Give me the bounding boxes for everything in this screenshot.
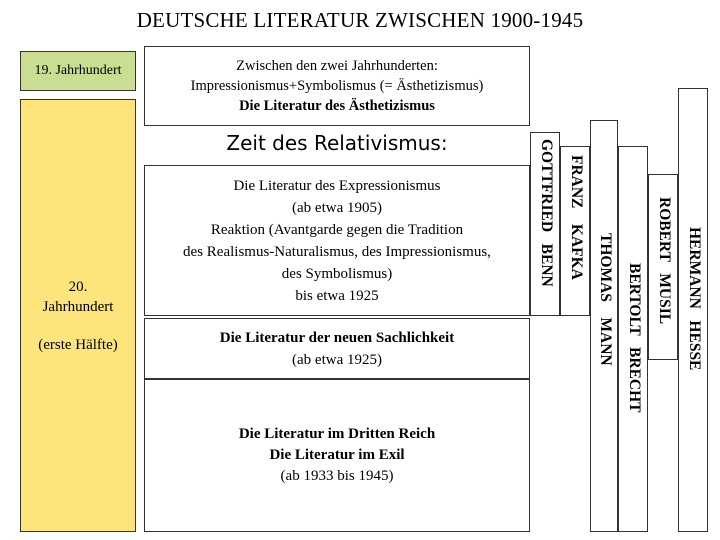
aesthetic-line-3: Die Literatur des Ästhetizismus	[239, 98, 435, 114]
page-title: DEUTSCHE LITERATUR ZWISCHEN 1900-1945	[136, 8, 584, 32]
century-19-label: 19. Jahrhundert	[34, 63, 122, 78]
author-musil: ROBERT MUSIL	[656, 197, 673, 325]
author-column-hesse	[678, 88, 708, 532]
author-mann: THOMAS MANN	[597, 233, 614, 366]
expressionism-line-3: Reaktion (Avantgarde gegen die Tradition	[210, 221, 464, 238]
author-column-brecht	[618, 146, 648, 532]
author-brecht: BERTOLT BRECHT	[626, 263, 643, 413]
expressionism-box	[144, 165, 530, 316]
century-20-number: 20.	[68, 278, 88, 295]
expressionism-line-4: des Realismus-Naturalismus, des Impressionismus,	[183, 243, 491, 260]
author-hesse: HERMANN HESSE	[686, 227, 703, 371]
expressionism-line-2: (ab etwa 1905)	[292, 199, 382, 216]
aesthetic-line-2: Impressionismus+Symbolismus (= Ästhetizismus)	[190, 78, 484, 94]
author-benn: GOTTFRIED BENN	[538, 139, 555, 287]
sachlichkeit-line-2: (ab etwa 1925)	[292, 351, 382, 368]
century-19-box	[20, 51, 136, 91]
century-20-box	[20, 99, 136, 532]
author-column-musil	[648, 174, 678, 360]
expressionism-line-6: bis etwa 1925	[295, 287, 379, 304]
relativism-heading: Zeit des Relativismus:	[226, 131, 448, 155]
expressionism-line-5: des Symbolismus)	[281, 265, 393, 282]
author-kafka: FRANZ KAFKA	[568, 155, 585, 280]
century-20-note: (erste Hälfte)	[38, 336, 118, 353]
third-reich-box	[144, 379, 530, 532]
author-column-kafka	[560, 146, 590, 316]
aesthetic-line-1: Zwischen den zwei Jahrhunderten:	[236, 58, 438, 74]
sachlichkeit-line-1: Die Literatur der neuen Sachlichkeit	[219, 329, 455, 346]
sachlichkeit-box	[144, 318, 530, 379]
third-reich-line-3: (ab 1933 bis 1945)	[280, 468, 394, 484]
third-reich-line-1: Die Literatur im Dritten Reich	[238, 426, 436, 442]
author-column-benn	[530, 132, 560, 316]
expressionism-line-1: Die Literatur des Expressionismus	[233, 177, 441, 194]
author-column-mann	[590, 120, 618, 532]
third-reich-line-2: Die Literatur im Exil	[269, 447, 405, 463]
century-20-label: Jahrhundert	[42, 298, 114, 315]
aesthetic-box	[144, 46, 530, 126]
